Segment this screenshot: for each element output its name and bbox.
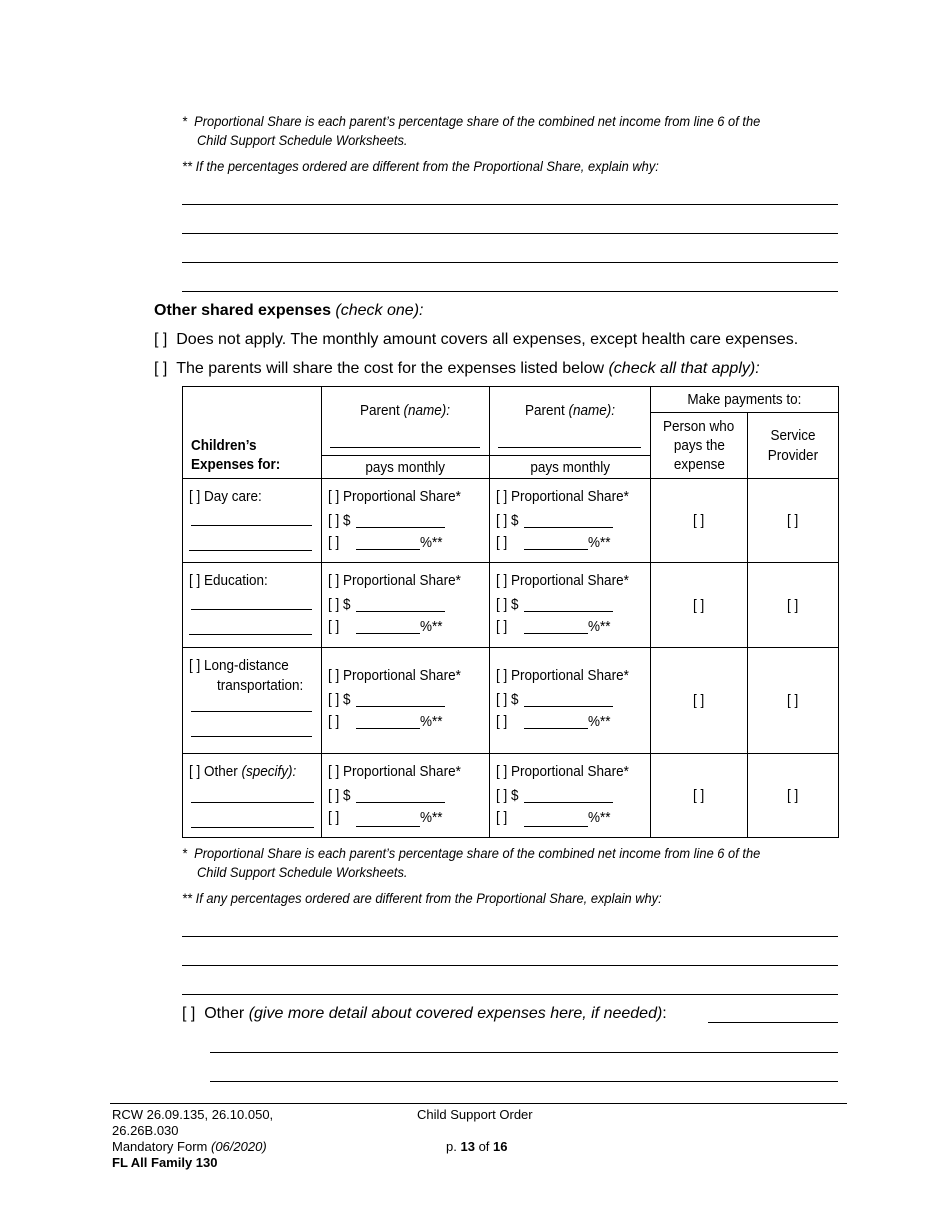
percent-field[interactable] [356,633,420,634]
amount-field[interactable] [356,706,445,707]
explain-line-1[interactable] [182,204,838,205]
person-pays-checkbox[interactable]: [ ] [651,479,748,563]
parent-1-education: [ ] Proportional Share* [ ] $ [ ] %** [322,563,490,648]
parent-2-education: [ ] Proportional Share* [ ] $ [ ] %** [490,563,651,648]
checkbox[interactable]: [ ] [154,331,168,348]
header-parent-2: Parent (name): pays monthly [490,387,651,479]
header-person-who-pays: Person who pays the expense [651,413,748,479]
percent-field[interactable] [356,826,420,827]
day-care-detail-line-2[interactable] [189,550,312,551]
table-row [183,648,839,754]
parent-2-other: [ ] Proportional Share* [ ] $ [ ] %** [490,754,651,838]
option-does-not-apply[interactable]: [ ] Does not apply. The monthly amount covers all expenses, except health care expenses. [154,331,799,348]
education-detail-line-2[interactable] [189,634,312,635]
footnote-star-bottom-line2: Child Support Schedule Worksheets. [197,864,408,880]
parent-1-name-field[interactable] [330,447,480,448]
parent-2-name-field[interactable] [498,447,641,448]
footnote-dstar-top: ** If the percentages ordered are different from the Proportional Share, explain why: [182,158,659,174]
amount-field[interactable] [524,802,613,803]
service-provider-checkbox[interactable]: [ ] [748,563,839,648]
footer-divider [110,1103,847,1104]
explain-line-4[interactable] [182,291,838,292]
person-pays-checkbox[interactable]: [ ] [651,563,748,648]
person-pays-checkbox[interactable]: [ ] [651,754,748,838]
header-service-provider: Service Provider [748,413,839,479]
explain-line-3[interactable] [182,262,838,263]
amount-field[interactable] [524,527,613,528]
amount-field[interactable] [524,611,613,612]
checkbox[interactable]: [ ] [182,1005,196,1022]
parent-2-day-care: [ ] Proportional Share* [ ] $ [ ] %** [490,479,651,563]
parent-1-day-care: [ ] Proportional Share* [ ] $ [ ] %** [322,479,490,563]
header-make-payments: Make payments to: [651,387,839,413]
percent-field[interactable] [356,549,420,550]
service-provider-checkbox[interactable]: [ ] [748,754,839,838]
explain-line-6[interactable] [182,965,838,966]
amount-field[interactable] [524,706,613,707]
parent-1-transport: [ ] Proportional Share* [ ] $ [ ] %** [322,648,490,754]
amount-field[interactable] [356,611,445,612]
education-detail-line-1[interactable] [191,609,312,610]
other-expenses-option[interactable]: [ ] Other (give more detail about covered expenses here, if needed): [182,1005,667,1022]
expense-label-other[interactable]: [ ] Other (specify): [183,754,322,838]
amount-field[interactable] [356,527,445,528]
day-care-detail-line-1[interactable] [191,525,312,526]
footer-title: Child Support Order [417,1107,533,1122]
section-title: Other shared expenses (check one): [154,302,424,319]
expense-label-education[interactable]: [ ] Education: [183,563,322,648]
percent-field[interactable] [356,728,420,729]
other-detail-line-2[interactable] [191,827,314,828]
percent-field[interactable] [524,549,588,550]
other-detail-field[interactable] [708,1022,838,1023]
footer-left: RCW 26.09.135, 26.10.050, 26.26B.030 Mandatory Form (06/2020) FL All Family 130 [112,1107,274,1170]
other-detail-line-1[interactable] [191,802,314,803]
parent-1-other: [ ] Proportional Share* [ ] $ [ ] %** [322,754,490,838]
table-row [183,479,839,563]
explain-line-7[interactable] [182,994,838,995]
expense-label-day-care[interactable]: [ ] Day care: [183,479,322,563]
transport-detail-line-2[interactable] [191,736,312,737]
percent-field[interactable] [524,633,588,634]
footnote-star-top-line2: Child Support Schedule Worksheets. [197,132,408,148]
table-row [183,754,839,838]
page-number: p. 13 of 16 [446,1139,508,1154]
parent-2-transport: [ ] Proportional Share* [ ] $ [ ] %** [490,648,651,754]
transport-detail-line-1[interactable] [191,711,312,712]
explain-line-2[interactable] [182,233,838,234]
table-row [183,563,839,648]
person-pays-checkbox[interactable]: [ ] [651,648,748,754]
other-detail-line-b[interactable] [210,1081,838,1082]
expenses-table [182,386,839,838]
expense-label-long-distance[interactable]: [ ] Long-distance transportation: [183,648,322,754]
footnote-star-bottom: * Proportional Share is each parent’s percentage share of the combined net income from line 6 of the [182,845,761,861]
percent-field[interactable] [524,728,588,729]
header-children-expenses: Children’s Expenses for: [183,387,322,479]
percent-field[interactable] [524,826,588,827]
other-detail-line-a[interactable] [210,1052,838,1053]
service-provider-checkbox[interactable]: [ ] [748,648,839,754]
service-provider-checkbox[interactable]: [ ] [748,479,839,563]
footnote-star-top: * Proportional Share is each parent’s percentage share of the combined net income from line 6 of the [182,113,761,129]
amount-field[interactable] [356,802,445,803]
footnote-dstar-bottom: ** If any percentages ordered are different from the Proportional Share, explain why: [182,890,662,906]
explain-line-5[interactable] [182,936,838,937]
checkbox[interactable]: [ ] [154,360,168,377]
header-parent-1: Parent (name): pays monthly [322,387,490,479]
option-share-cost[interactable]: [ ] The parents will share the cost for the expenses listed below (check all that apply): [154,360,760,377]
